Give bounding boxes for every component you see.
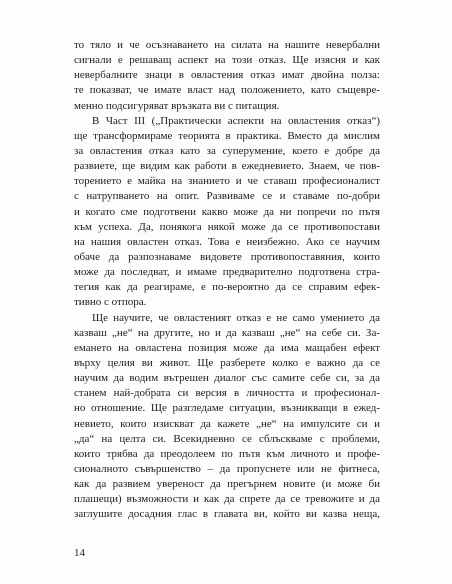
text-line: към успеха. Да, понякога някой може да се противопостави — [74, 220, 380, 233]
text-line: плашещи) възможности и как да спрете да се тревожите и да — [74, 493, 380, 506]
text-line: менно подсигуряват връзката ви с питащия. — [74, 99, 280, 112]
text-line: те показват, че имате власт над положението, като същевре- — [74, 84, 380, 97]
text-line: научим да водим вътрешен диалог със самите себе си, за да — [74, 372, 380, 385]
text-line: невербалните знаци в овластения отказ имат двойна полза: — [74, 69, 380, 82]
text-line: В Част III („Практически аспекти на овластения отказ“) — [92, 114, 380, 127]
text-line: които трябва да преодолеем по пътя към личното и профе- — [74, 447, 380, 460]
text-line: с натрупването на опит. Развиваме се и ставаме по-добри — [74, 190, 380, 203]
text-line: но отношение. Ще разгледаме ситуации, възникващи в ежед- — [74, 402, 380, 415]
text-line: торението е майка на знанието и че ставаш професионалист — [74, 175, 380, 188]
text-line: станем най-добрата си версия в личността и професионал- — [74, 387, 380, 400]
text-line: невието, които изискват да кажете „не“ на импулсите си и — [74, 417, 380, 430]
text-line: може да последват, и имаме предварително подготвена стра- — [74, 266, 380, 279]
page-number: 14 — [74, 547, 85, 559]
text-line: обаче да разпознаваме видовете противопоставяния, които — [74, 250, 380, 263]
text-line: емането на овластена позиция може да има мащабен ефект — [74, 341, 380, 354]
text-line: казваш „не“ на другите, но и да казваш „не“ на себе си. За- — [74, 326, 380, 339]
text-line: сигнали е решаващ аспект на този отказ. Ще изясня и как — [74, 54, 380, 67]
body-text — [74, 38, 380, 523]
text-line: развиете, ще видим как работи в ежедневието. Знаем, че пов- — [74, 160, 380, 173]
text-line: тивно с отпора. — [74, 296, 147, 309]
text-line: как да развием увереност да прегърнем новите (и може би — [74, 478, 380, 491]
text-line: тегия как да реагираме, е по-вероятно да се справим ефек- — [74, 281, 380, 294]
text-line: то тяло и че осъзнаването на силата на нашите невербални — [74, 39, 380, 51]
text-line: „да“ на целта си. Всекидневно се сблъскваме с проблеми, — [74, 432, 380, 445]
text-line: ще трансформираме теорията в практика. Вместо да мислим — [74, 129, 380, 142]
text-line: върху целия ви живот. Ще разберете колко е важно да се — [74, 356, 380, 369]
text-line: за овластения отказ като за суперумение, което е добре да — [74, 144, 380, 157]
text-line: сионалното съвършенство – да пропуснете или не фитнеса, — [74, 462, 380, 475]
text-line: Ще научите, че овластеният отказ е не само умението да — [92, 311, 380, 324]
text-line: и когато сме подготвени какво може да ни попречи по пътя — [74, 205, 380, 218]
text-line: заглушите досадния глас в главата ви, който ви казва неща, — [74, 508, 380, 521]
text-line: на нашия овластен отказ. Това е неизбежно. Ако се научим — [74, 235, 380, 248]
